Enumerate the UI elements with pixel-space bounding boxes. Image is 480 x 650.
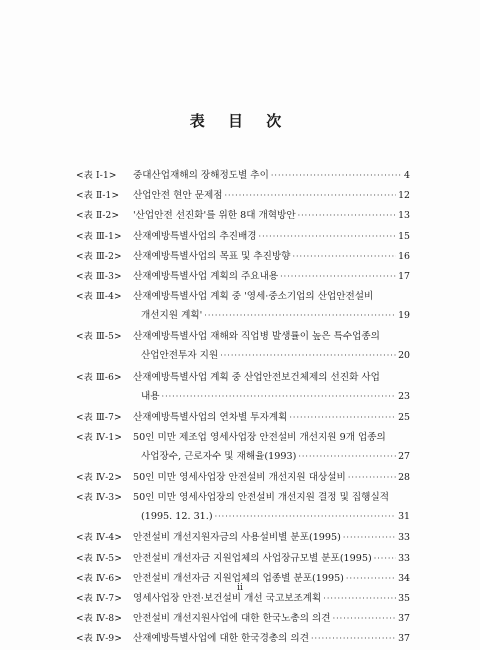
table-label: <表 Ⅳ-4>: [76, 533, 123, 544]
leader-dots: [225, 186, 397, 205]
leader-dots: [215, 507, 396, 526]
entry-title: (1995. 12. 31.): [141, 511, 213, 523]
entry-title: 내용: [141, 390, 160, 402]
toc-entry: [76, 428, 410, 467]
leader-dots: [271, 166, 402, 185]
page-ref: 35: [398, 593, 410, 604]
page-ref: 16: [398, 250, 410, 262]
page-ref: 27: [398, 450, 410, 462]
toc-entry: [76, 206, 410, 225]
table-label: <表 Ⅲ-1>: [76, 231, 122, 242]
leader-dots: [333, 609, 397, 628]
page-ref: 20: [398, 350, 410, 362]
leader-dots: [374, 549, 396, 568]
page-ref: 34: [398, 572, 410, 584]
entry-title: 산재예방특별사업 계획 중 산업안전보건체제의 선진화 사업: [133, 371, 380, 383]
toc-entry: [76, 166, 410, 185]
table-label: <表 Ⅳ-9>: [76, 634, 123, 645]
toc-entry: [76, 488, 410, 527]
entry-title: 산재예방특별사업의 연차별 투자계획: [133, 411, 288, 423]
entry-title: 안전설비 개선지원자금의 사용설비별 분포(1995): [133, 532, 341, 544]
entry-title: 산재예방특별사업 계획의 주요내용: [133, 270, 279, 282]
table-label: <表 Ⅲ-5>: [76, 332, 122, 343]
entry-title: 산재예방특별사업에 대한 한국경총의 의견: [133, 633, 309, 645]
leader-dots: [298, 206, 396, 225]
leader-dots: [162, 387, 397, 406]
entry-title: 개선지원 계획': [141, 310, 203, 322]
page-ref: 33: [398, 532, 410, 544]
table-label: <表 Ⅲ-7>: [76, 412, 122, 423]
entry-title: 안전설비 개선자금 지원업체의 업종별 분포(1995): [133, 572, 344, 584]
table-label: <表 Ⅱ-1>: [76, 191, 120, 202]
leader-dots: [348, 468, 396, 487]
entry-title: 산업안전투자 지원: [141, 350, 219, 362]
page-ref: 33: [398, 552, 410, 564]
entry-title: 50인 미만 영세사업장의 안전설비 개선지원 결정 및 집행실적: [133, 492, 389, 504]
page-ref: 12: [398, 190, 410, 202]
table-label: <表 Ⅲ-6>: [76, 372, 122, 383]
toc-entry: [76, 227, 410, 246]
entry-title: '산업안전 선진화'를 위한 8대 개혁방안: [133, 210, 296, 222]
leader-dots: [298, 447, 396, 466]
entry-title: 안전설비 개선자금 지원업체의 사업장규모별 분포(1995): [133, 552, 372, 564]
entry-title: 산재예방특별사업 재해와 직업병 발생률이 높은 특수업종의: [133, 331, 380, 343]
entry-title: 산업안전 현안 문제점: [133, 190, 223, 202]
entry-title: 50인 미만 영세사업장 안전설비 개선지원 대상설비: [133, 472, 346, 484]
leader-dots: [280, 267, 396, 286]
page-title: 表 目 次: [189, 112, 291, 130]
table-label: <表 Ⅱ-2>: [76, 211, 120, 222]
page-ref: 4: [404, 170, 410, 181]
leader-dots: [204, 306, 396, 325]
entry-title: 영세사업장 안전·보건설비 개선 국고보조계획: [133, 593, 322, 604]
entry-title: 50인 미만 제조업 영세사업장 안전설비 개선지원 9개 업종의: [133, 431, 386, 443]
toc-entry: [76, 408, 410, 427]
page-ref: 19: [398, 310, 410, 322]
table-label: <表 Ⅲ-4>: [76, 292, 122, 303]
table-label: <表 Ⅳ-3>: [76, 493, 123, 504]
table-label: <表 Ⅳ-2>: [76, 473, 123, 484]
toc-entry: [76, 267, 410, 286]
page-ref: 37: [398, 613, 410, 625]
table-label: <表 Ⅳ-6>: [76, 573, 123, 584]
page-ref: 25: [398, 411, 410, 423]
entry-title: 중대산업재해의 장해정도별 추이: [133, 170, 269, 181]
page-ref: 28: [398, 472, 410, 484]
table-label: <表 Ⅲ-3>: [76, 271, 122, 282]
leader-dots: [311, 629, 396, 648]
entry-title: 산재예방특별사업의 목표 및 추진방향: [133, 250, 291, 262]
entry-title: 안전설비 개선지원사업에 대한 한국노총의 의견: [133, 613, 331, 625]
toc-entry: [76, 327, 410, 366]
entry-title: 산재예방특별사업 계획 중 '영세·중소기업의 산업안전설비: [133, 291, 374, 303]
entry-title: 사업장수, 근로자수 및 재해율(1993): [141, 450, 297, 462]
leader-dots: [343, 528, 396, 547]
toc-entry: [76, 368, 410, 407]
toc-entry: [76, 287, 410, 326]
toc-entry: [76, 629, 410, 648]
leader-dots: [220, 346, 396, 365]
page-ref: 17: [398, 270, 410, 282]
leader-dots: [292, 247, 396, 266]
table-label: <表 Ⅲ-2>: [76, 251, 122, 262]
page-ref: 15: [398, 230, 410, 242]
table-label: <表 Ⅰ-1>: [76, 171, 117, 181]
table-label: <表 Ⅳ-7>: [76, 594, 123, 604]
entry-title: 산재예방특별사업의 추진배경: [133, 230, 257, 242]
toc-entry: [76, 609, 410, 628]
table-label: <表 Ⅳ-8>: [76, 614, 123, 625]
toc-entry: [76, 549, 410, 568]
page-ref: 31: [398, 511, 410, 523]
toc-entry: [76, 247, 410, 266]
table-label: <表 Ⅳ-1>: [76, 432, 123, 443]
table-of-tables: [76, 166, 410, 650]
page-ref: 13: [398, 210, 410, 222]
leader-dots: [289, 408, 396, 427]
toc-entry: [76, 186, 410, 205]
leader-dots: [259, 227, 397, 246]
toc-entry: [76, 528, 410, 547]
toc-entry: [76, 468, 410, 487]
page-ref: 23: [398, 390, 410, 402]
page-number: ii: [237, 583, 243, 593]
page-ref: 37: [398, 633, 410, 645]
table-label: <表 Ⅳ-5>: [76, 553, 123, 564]
